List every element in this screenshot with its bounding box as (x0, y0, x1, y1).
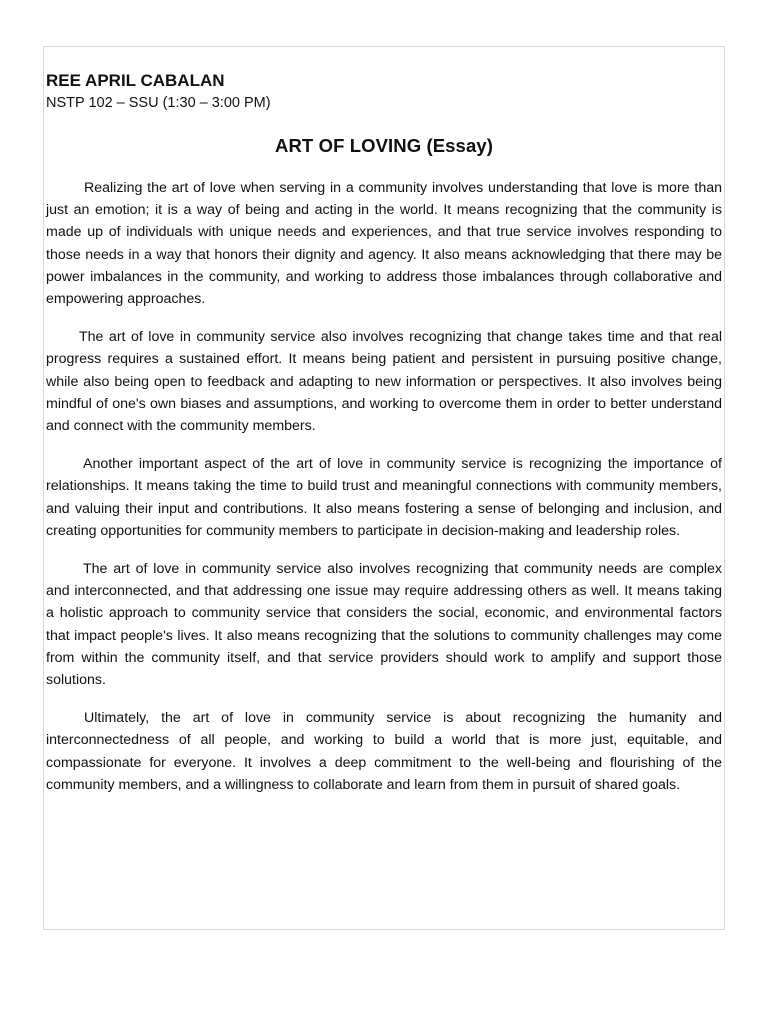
essay-paragraph-5: Ultimately, the art of love in community service is about recognizing the humanity and interconnectedness of all people, and working to build a world that is more just, equitable, and compassionate for everyone. It involves a deep commitment to the well-being and flourishing of the community members, and a willingness to collaborate and learn from them in pursuit of shared goals. (46, 710, 722, 793)
essay-paragraph-4: The art of love in community service also involves recognizing that community needs are complex and interconnected, and that addressing one issue may require addressing others as well. It means taking a holistic approach to community service that considers the social, economic, and environmental factors that impact people's lives. It also means recognizing that the solutions to community challenges may come from within the community itself, and that service providers should work to amplify and support those solutions. (46, 561, 722, 689)
essay-paragraph-3: Another important aspect of the art of love in community service is recognizing the importance of relationships. It means taking the time to build trust and meaningful connections with community members, and valuing their input and contributions. It also means fostering a sense of belonging and inclusion, and creating opportunities for community members to participate in decision-making and leadership roles. (46, 456, 722, 539)
course-info: NSTP 102 – SSU (1:30 – 3:00 PM) (46, 95, 271, 111)
essay-paragraph-2: The art of love in community service also involves recognizing that change takes time and that real progress requires a sustained effort. It means being patient and persistent in pursuing positive change, while also being open to feedback and adapting to new information or perspectives. It also involves being mindful of one's own biases and assumptions, and working to overcome them in order to better understand and connect with the community members. (46, 329, 722, 435)
document-body (46, 70, 722, 796)
author-name: REE APRIL CABALAN (46, 71, 225, 90)
essay-paragraph-1: Realizing the art of love when serving in a community involves understanding that love is more than just an emotion; it is a way of being and acting in the world. It means recognizing that the community is made up of individuals with unique needs and experiences, and that true service involves responding to those needs in a way that honors their dignity and agency. It also means acknowledging that there may be power imbalances in the community, and working to address those imbalances through collaborative and empowering approaches. (46, 180, 722, 308)
essay-title: ART OF LOVING (Essay) (275, 135, 493, 156)
